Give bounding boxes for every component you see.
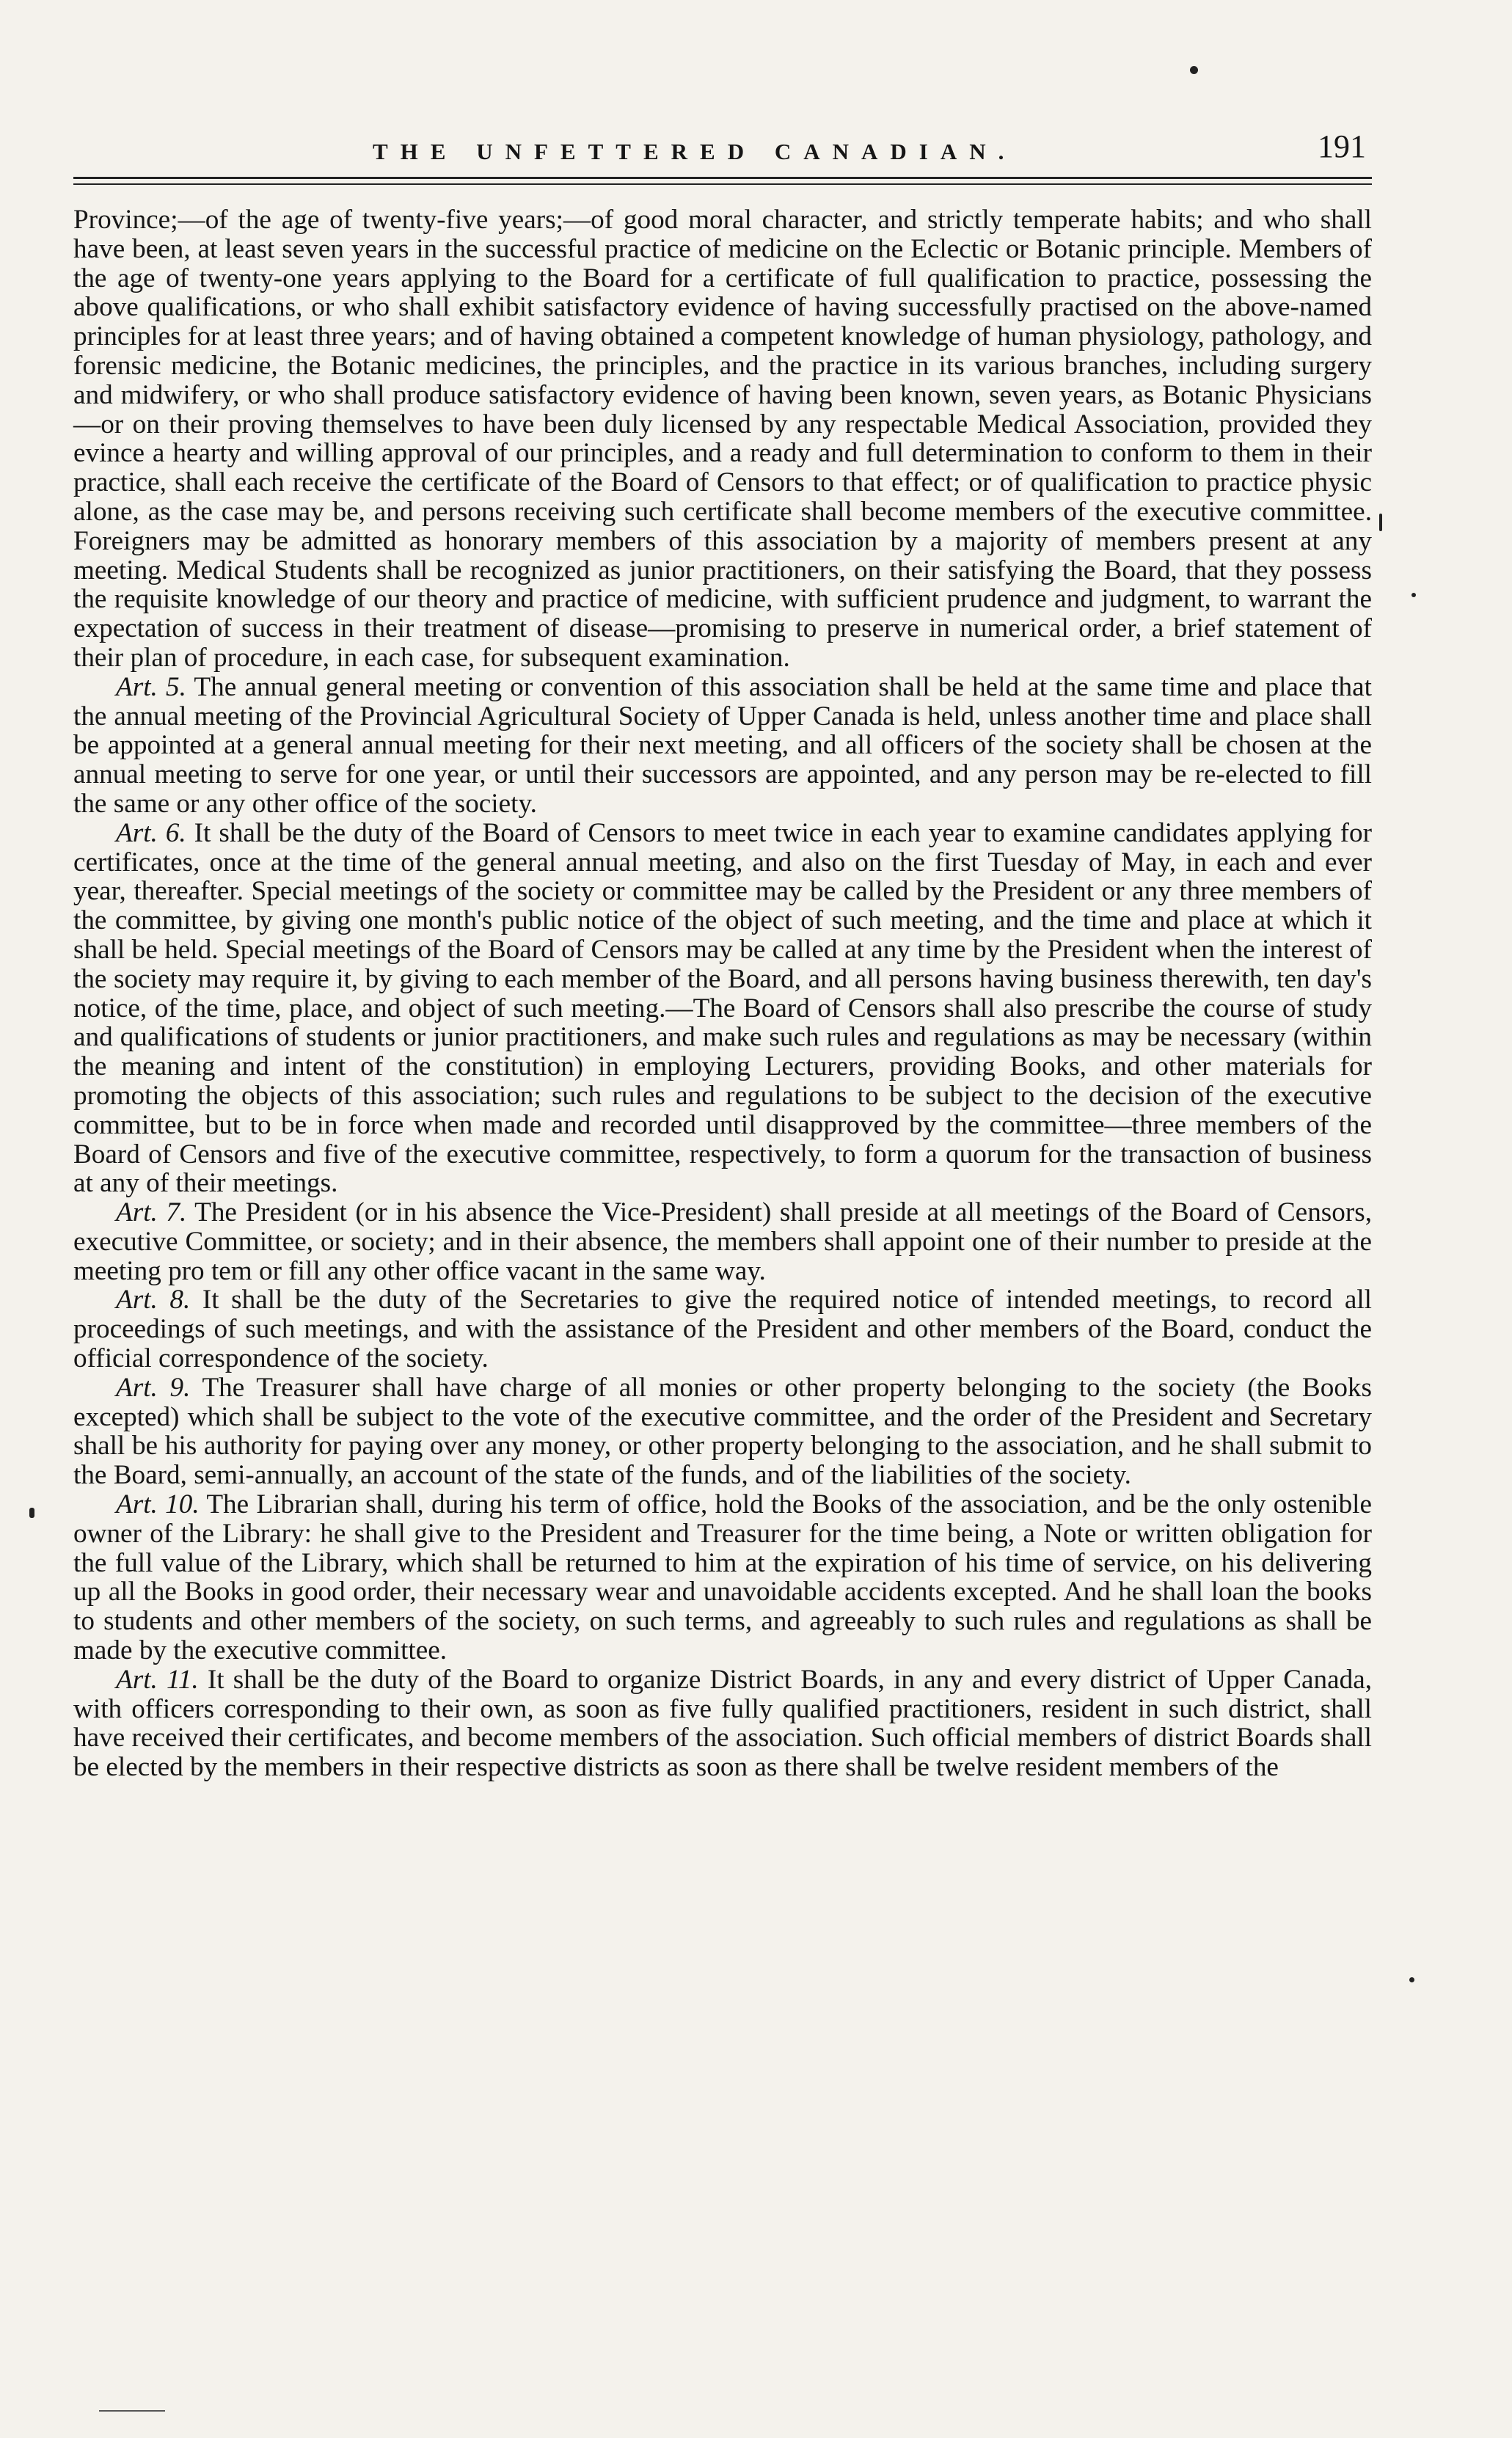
ink-speck	[1190, 66, 1198, 74]
paragraph-text: It shall be the duty of the Secretaries to give the required notice of intended meetings, to record all proceedings of such meetings, and with the assistance of the President and other members of the Board, conduct the official correspondence of the society.	[73, 1285, 1372, 1374]
article-label: Art. 8.	[116, 1285, 191, 1315]
paragraph-text: It shall be the duty of the Board to organize District Boards, in any and every district of Upper Canada, with officers corresponding to their own, as soon as five fully qualified practitioners, resident in such district, shall have received their certificates, and become members of the association. Such official members of district Boards shall be elected by the members in their respective districts as soon as there shall be twelve resident members of the	[73, 1664, 1372, 1783]
article-11	[73, 1665, 1372, 1782]
paragraph-text: The President (or in his absence the Vice-President) shall preside at all meetings of the Board of Censors, executive Committee, or society; and in their absence, the members shall appoint one of their number to preside at the meeting pro tem or fill any other office vacant in the same way.	[73, 1197, 1373, 1286]
article-label: Art. 10.	[116, 1489, 200, 1520]
header-double-rule	[73, 177, 1372, 185]
ink-speck	[1411, 593, 1416, 597]
paragraph-continuation	[73, 205, 1372, 673]
article-6	[73, 819, 1372, 1198]
article-8	[73, 1285, 1372, 1373]
paragraph-text: The Treasurer shall have charge of all monies or other property belonging to the society (the Books excepted) which shall be subject to the vote of the executive committee, and the order of the President and Secretary shall be his authority for paying over any money, or other property belonging to the association, and he shall submit to the Board, semi-annually, an account of the state of the funds, and of the liabilities of the society.	[73, 1372, 1372, 1491]
article-label: Art. 7.	[116, 1197, 187, 1228]
paragraph-text: It shall be the duty of the Board of Censors to meet twice in each year to examine candidates applying for certificates, once at the time of the general annual meeting, and also on the first Tuesday of May, in each and ever year, thereafter. Special meetings of the society or committee may be called by the President or any three members of the committee, by giving one month's public notice of the object of such meeting, and the time and place at which it shall be held. Special meetings of the Board of Censors may be called at any time by the President when the interest of the society may require it, by giving to each member of the Board, and all persons having business therewith, ten day's notice, of the time, place, and object of such meeting.—The Board of Censors shall also prescribe the course of study and qualifications of students or junior practitioners, and make such rules and regulations as may be necessary (within the meaning and intent of the constitution) in employing Lecturers, providing Books, and other materials for promoting the objects of this association; such rules and regulations to be subject to the decision of the executive committee, but to be in force when made and recorded until disapproved by the committee—three members of the Board of Censors and five of the executive committee, respectively, to form a quorum for the transaction of business at any of their meetings.	[73, 817, 1372, 1199]
running-title: THE UNFETTERED CANADIAN.	[373, 139, 1017, 164]
scan-mark	[99, 2410, 165, 2412]
article-7	[73, 1198, 1372, 1285]
ink-speck	[1379, 514, 1382, 531]
article-5	[73, 673, 1372, 819]
article-9	[73, 1373, 1372, 1490]
page-number: 191	[1318, 128, 1366, 164]
paragraph-text: Province;—of the age of twenty-five years;—of good moral character, and strictly temperate habits; and who shall have been, at least seven years in the successful practice of medicine on the Eclectic or Botanic principle. Members of the age of twenty-one years applying to the Board for a certificate of full qualification to practice, possessing the above qualifications, or who shall exhibit satisfactory evidence of having successfully practised on the above-named principles for at least three years; and of having obtained a competent knowledge of human physiology, pathology, and forensic medicine, the Botanic medicines, the principles, and the practice in its various branches, including surgery and midwifery, or who shall produce satisfactory evidence of having been known, seven years, as Botanic Physicians—or on their proving themselves to have been duly licensed by any respectable Medical Association, provided they evince a hearty and willing approval of our principles, and a ready and full determination to conform to them in their practice, shall each receive the certificate of the Board of Censors to that effect; or of qualification to practice physic alone, as the case may be, and persons receiving such certificate shall become members of the executive committee. Foreigners may be admitted as honorary members of this association by a majority of members present at any meeting. Medical Students shall be recognized as junior practitioners, on their satisfying the Board, that they possess the requisite knowledge of our theory and practice of medicine, with sufficient prudence and judgment, to warrant the expectation of success in their treatment of disease—promising to preserve in numerical order, a brief statement of their plan of procedure, in each case, for subsequent examination.	[73, 205, 1372, 673]
paragraph-text: The Librarian shall, during his term of office, hold the Books of the association, and be the only ostenible owner of the Library: he shall give to the President and Treasurer for the time being, a Note or written obligation for the full value of the Library, which shall be returned to him at the expiration of his time of service, on his delivering up all the Books in good order, their necessary wear and unavoidable accidents excepted. And he shall loan the books to students and other members of the society, on such terms, and agreeably to such rules and regulations as shall be made by the executive committee.	[73, 1489, 1373, 1666]
body-text	[73, 205, 1372, 1782]
page-header	[73, 121, 1372, 165]
ink-speck	[1409, 1977, 1414, 1982]
article-label: Art. 6.	[116, 817, 186, 848]
article-label: Art. 5.	[116, 671, 186, 702]
book-page	[73, 121, 1372, 1782]
article-10	[73, 1490, 1372, 1665]
article-label: Art. 11.	[116, 1664, 199, 1695]
paragraph-text: The annual general meeting or convention of this association shall be held at the same time and place that the annual meeting of the Provincial Agricultural Society of Upper Canada is held, unless another time and place shall be appointed at a general annual meeting for their next meeting, and all officers of the society shall be chosen at the annual meeting to serve for one year, or until their successors are appointed, and any person may be re-elected to fill the same or any other office of the society.	[73, 671, 1372, 819]
ink-speck	[29, 1508, 34, 1518]
article-label: Art. 9.	[116, 1372, 191, 1403]
